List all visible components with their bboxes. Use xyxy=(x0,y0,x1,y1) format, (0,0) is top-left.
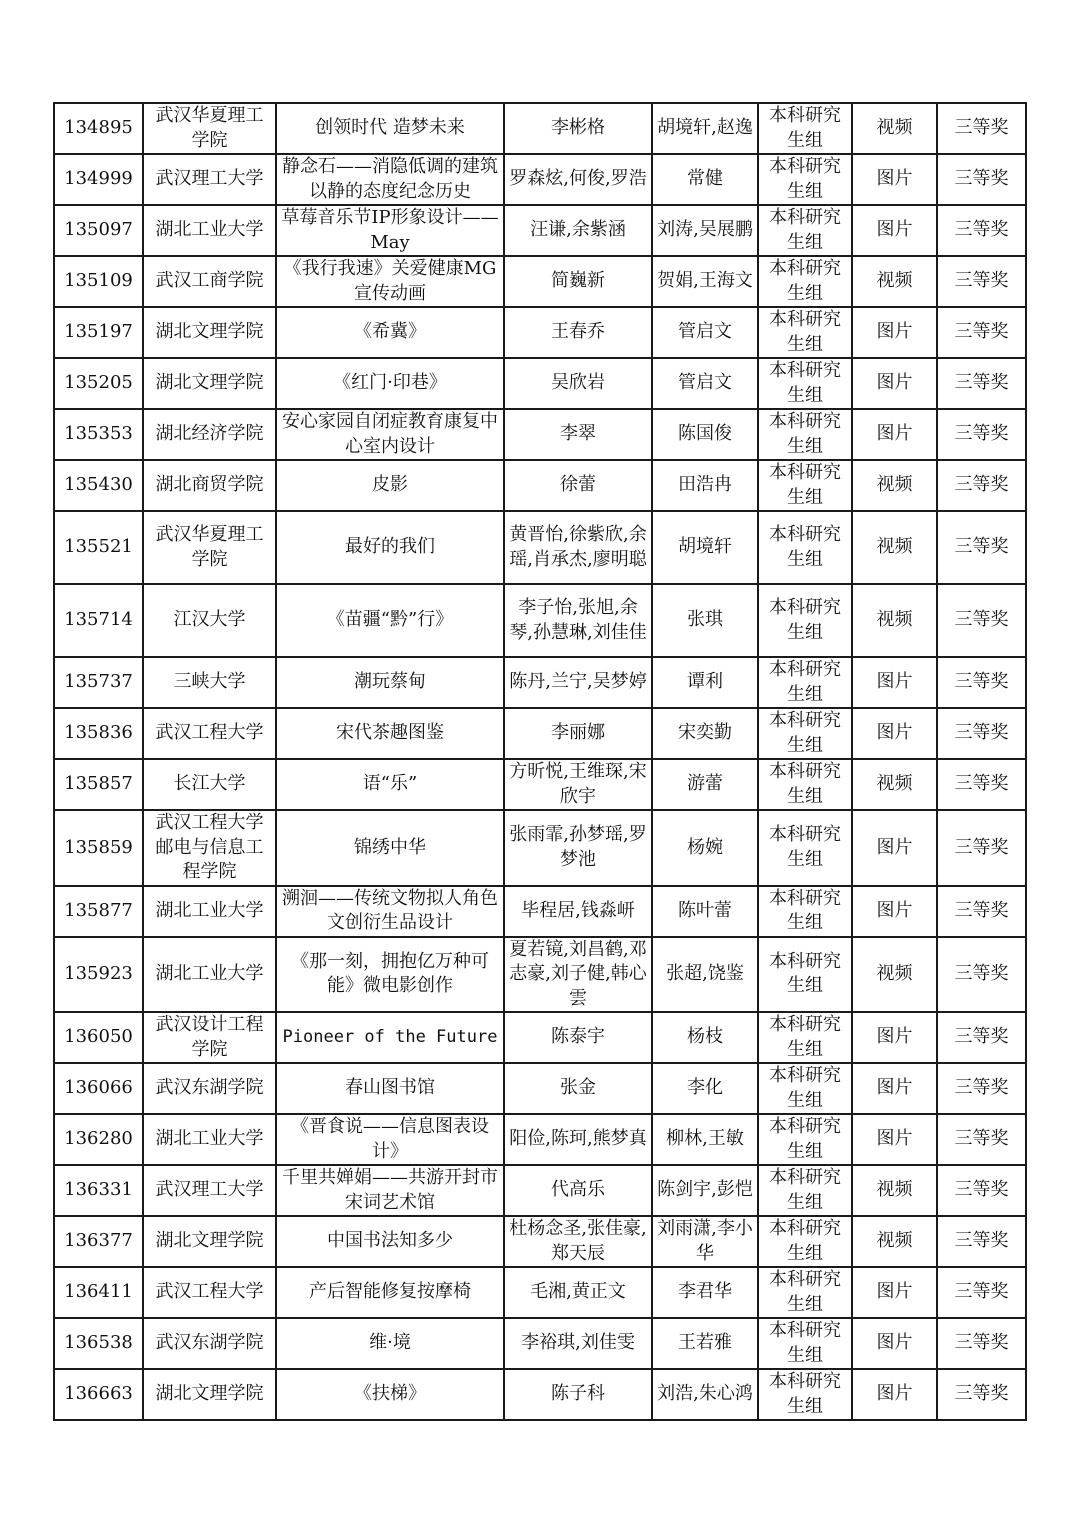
type-cell: 图片 xyxy=(852,708,937,759)
advisor-cell: 张琪 xyxy=(652,584,758,657)
group-cell: 本科研究生组 xyxy=(758,307,852,358)
table-row xyxy=(54,154,1026,205)
type-cell: 图片 xyxy=(852,886,937,937)
award-cell: 三等奖 xyxy=(937,1318,1026,1369)
table-row xyxy=(54,886,1026,937)
table-row xyxy=(54,584,1026,657)
group-cell: 本科研究生组 xyxy=(758,937,852,1013)
type-cell: 图片 xyxy=(852,1063,937,1114)
group-cell: 本科研究生组 xyxy=(758,256,852,307)
group-cell: 本科研究生组 xyxy=(758,1369,852,1420)
entry-id-cell: 135923 xyxy=(54,937,143,1013)
work-title-cell: 《那一刻，拥抱亿万种可能》微电影创作 xyxy=(276,937,504,1013)
authors-cell: 汪谦,余紫涵 xyxy=(504,205,652,256)
authors-cell: 王春乔 xyxy=(504,307,652,358)
entry-id-cell: 135877 xyxy=(54,886,143,937)
award-cell: 三等奖 xyxy=(937,1114,1026,1165)
award-cell: 三等奖 xyxy=(937,409,1026,460)
advisor-cell: 刘涛,吴展鹏 xyxy=(652,205,758,256)
work-title-cell: 锦绣中华 xyxy=(276,810,504,886)
award-cell: 三等奖 xyxy=(937,584,1026,657)
table-row xyxy=(54,256,1026,307)
school-cell: 湖北文理学院 xyxy=(143,307,276,358)
table-row xyxy=(54,1063,1026,1114)
award-cell: 三等奖 xyxy=(937,1267,1026,1318)
table-row xyxy=(54,511,1026,584)
award-cell: 三等奖 xyxy=(937,1012,1026,1063)
type-cell: 图片 xyxy=(852,409,937,460)
school-cell: 湖北工业大学 xyxy=(143,937,276,1013)
authors-cell: 杜杨念圣,张佳豪,郑天辰 xyxy=(504,1216,652,1267)
school-cell: 武汉工程大学 xyxy=(143,708,276,759)
table-row xyxy=(54,205,1026,256)
school-cell: 武汉工程大学邮电与信息工程学院 xyxy=(143,810,276,886)
work-title-cell: 皮影 xyxy=(276,460,504,511)
work-title-cell: 静念石——消隐低调的建筑以静的态度纪念历史 xyxy=(276,154,504,205)
group-cell: 本科研究生组 xyxy=(758,1267,852,1318)
entry-id-cell: 136377 xyxy=(54,1216,143,1267)
type-cell: 图片 xyxy=(852,1114,937,1165)
authors-cell: 毕程居,钱淼岍 xyxy=(504,886,652,937)
school-cell: 长江大学 xyxy=(143,759,276,810)
award-cell: 三等奖 xyxy=(937,103,1026,154)
school-cell: 武汉东湖学院 xyxy=(143,1063,276,1114)
work-title-cell: 中国书法知多少 xyxy=(276,1216,504,1267)
advisor-cell: 管启文 xyxy=(652,307,758,358)
school-cell: 湖北文理学院 xyxy=(143,358,276,409)
authors-cell: 简巍新 xyxy=(504,256,652,307)
type-cell: 视频 xyxy=(852,256,937,307)
award-cell: 三等奖 xyxy=(937,886,1026,937)
advisor-cell: 胡境轩,赵逸 xyxy=(652,103,758,154)
advisor-cell: 谭利 xyxy=(652,657,758,708)
group-cell: 本科研究生组 xyxy=(758,409,852,460)
school-cell: 湖北商贸学院 xyxy=(143,460,276,511)
authors-cell: 罗森炫,何俊,罗浩 xyxy=(504,154,652,205)
school-cell: 武汉工程大学 xyxy=(143,1267,276,1318)
authors-cell: 李子怡,张旭,余琴,孙慧琳,刘佳佳 xyxy=(504,584,652,657)
advisor-cell: 管启文 xyxy=(652,358,758,409)
award-table xyxy=(53,102,1027,1421)
entry-id-cell: 136663 xyxy=(54,1369,143,1420)
authors-cell: 李丽娜 xyxy=(504,708,652,759)
work-title-cell: 最好的我们 xyxy=(276,511,504,584)
award-cell: 三等奖 xyxy=(937,460,1026,511)
entry-id-cell: 136066 xyxy=(54,1063,143,1114)
type-cell: 图片 xyxy=(852,307,937,358)
entry-id-cell: 135857 xyxy=(54,759,143,810)
work-title-cell: 产后智能修复按摩椅 xyxy=(276,1267,504,1318)
entry-id-cell: 134895 xyxy=(54,103,143,154)
type-cell: 视频 xyxy=(852,1165,937,1216)
award-cell: 三等奖 xyxy=(937,1165,1026,1216)
award-cell: 三等奖 xyxy=(937,511,1026,584)
group-cell: 本科研究生组 xyxy=(758,205,852,256)
group-cell: 本科研究生组 xyxy=(758,708,852,759)
school-cell: 武汉理工大学 xyxy=(143,154,276,205)
authors-cell: 夏若镜,刘昌鹤,邓志豪,刘子健,韩心雲 xyxy=(504,937,652,1013)
entry-id-cell: 135430 xyxy=(54,460,143,511)
table-row xyxy=(54,460,1026,511)
authors-cell: 吴欣岩 xyxy=(504,358,652,409)
table-row xyxy=(54,409,1026,460)
entry-id-cell: 135836 xyxy=(54,708,143,759)
advisor-cell: 胡境轩 xyxy=(652,511,758,584)
table-row xyxy=(54,1369,1026,1420)
authors-cell: 毛湘,黄正文 xyxy=(504,1267,652,1318)
authors-cell: 陈丹,兰宁,吴梦婷 xyxy=(504,657,652,708)
award-cell: 三等奖 xyxy=(937,937,1026,1013)
entry-id-cell: 136538 xyxy=(54,1318,143,1369)
school-cell: 湖北工业大学 xyxy=(143,205,276,256)
award-cell: 三等奖 xyxy=(937,1063,1026,1114)
advisor-cell: 刘浩,朱心鸿 xyxy=(652,1369,758,1420)
type-cell: 视频 xyxy=(852,511,937,584)
school-cell: 江汉大学 xyxy=(143,584,276,657)
work-title-cell: 宋代茶趣图鉴 xyxy=(276,708,504,759)
school-cell: 湖北文理学院 xyxy=(143,1216,276,1267)
group-cell: 本科研究生组 xyxy=(758,759,852,810)
table-row xyxy=(54,810,1026,886)
advisor-cell: 游蕾 xyxy=(652,759,758,810)
work-title-cell: 《扶梯》 xyxy=(276,1369,504,1420)
work-title-cell: 春山图书馆 xyxy=(276,1063,504,1114)
work-title-cell: 《苗疆“黔”行》 xyxy=(276,584,504,657)
work-title-cell: 创领时代 造梦未来 xyxy=(276,103,504,154)
entry-id-cell: 136331 xyxy=(54,1165,143,1216)
school-cell: 武汉华夏理工学院 xyxy=(143,511,276,584)
award-cell: 三等奖 xyxy=(937,358,1026,409)
group-cell: 本科研究生组 xyxy=(758,511,852,584)
award-cell: 三等奖 xyxy=(937,1216,1026,1267)
award-cell: 三等奖 xyxy=(937,810,1026,886)
entry-id-cell: 135714 xyxy=(54,584,143,657)
work-title-cell: 《晋食说——信息图表设计》 xyxy=(276,1114,504,1165)
group-cell: 本科研究生组 xyxy=(758,1165,852,1216)
advisor-cell: 王若雅 xyxy=(652,1318,758,1369)
authors-cell: 黄晋怡,徐紫欣,余瑶,肖承杰,廖明聪 xyxy=(504,511,652,584)
table-row xyxy=(54,1267,1026,1318)
table-row xyxy=(54,1012,1026,1063)
work-title-cell: Pioneer of the Future xyxy=(276,1012,504,1063)
entry-id-cell: 135097 xyxy=(54,205,143,256)
table-row xyxy=(54,1165,1026,1216)
advisor-cell: 杨婉 xyxy=(652,810,758,886)
advisor-cell: 刘雨潇,李小华 xyxy=(652,1216,758,1267)
table-row xyxy=(54,358,1026,409)
work-title-cell: 维·境 xyxy=(276,1318,504,1369)
school-cell: 武汉工商学院 xyxy=(143,256,276,307)
type-cell: 视频 xyxy=(852,103,937,154)
entry-id-cell: 135353 xyxy=(54,409,143,460)
group-cell: 本科研究生组 xyxy=(758,810,852,886)
entry-id-cell: 135737 xyxy=(54,657,143,708)
advisor-cell: 李化 xyxy=(652,1063,758,1114)
advisor-cell: 田浩冉 xyxy=(652,460,758,511)
entry-id-cell: 134999 xyxy=(54,154,143,205)
type-cell: 图片 xyxy=(852,1012,937,1063)
school-cell: 武汉东湖学院 xyxy=(143,1318,276,1369)
award-cell: 三等奖 xyxy=(937,205,1026,256)
table-body xyxy=(54,103,1026,1420)
group-cell: 本科研究生组 xyxy=(758,460,852,511)
type-cell: 图片 xyxy=(852,1318,937,1369)
group-cell: 本科研究生组 xyxy=(758,358,852,409)
authors-cell: 陈泰宇 xyxy=(504,1012,652,1063)
group-cell: 本科研究生组 xyxy=(758,886,852,937)
table-row xyxy=(54,103,1026,154)
work-title-cell: 安心家园自闭症教育康复中心室内设计 xyxy=(276,409,504,460)
table-row xyxy=(54,1318,1026,1369)
authors-cell: 张金 xyxy=(504,1063,652,1114)
authors-cell: 方昕悦,王维琛,宋欣宇 xyxy=(504,759,652,810)
type-cell: 视频 xyxy=(852,584,937,657)
group-cell: 本科研究生组 xyxy=(758,1012,852,1063)
award-cell: 三等奖 xyxy=(937,154,1026,205)
award-cell: 三等奖 xyxy=(937,657,1026,708)
entry-id-cell: 135521 xyxy=(54,511,143,584)
type-cell: 图片 xyxy=(852,1267,937,1318)
type-cell: 视频 xyxy=(852,937,937,1013)
award-cell: 三等奖 xyxy=(937,1369,1026,1420)
advisor-cell: 杨枝 xyxy=(652,1012,758,1063)
type-cell: 图片 xyxy=(852,657,937,708)
advisor-cell: 贺娟,王海文 xyxy=(652,256,758,307)
school-cell: 武汉设计工程学院 xyxy=(143,1012,276,1063)
award-cell: 三等奖 xyxy=(937,708,1026,759)
group-cell: 本科研究生组 xyxy=(758,1318,852,1369)
school-cell: 三峡大学 xyxy=(143,657,276,708)
advisor-cell: 常健 xyxy=(652,154,758,205)
work-title-cell: 潮玩蔡甸 xyxy=(276,657,504,708)
table-row xyxy=(54,307,1026,358)
advisor-cell: 柳林,王敏 xyxy=(652,1114,758,1165)
school-cell: 湖北文理学院 xyxy=(143,1369,276,1420)
group-cell: 本科研究生组 xyxy=(758,103,852,154)
type-cell: 视频 xyxy=(852,460,937,511)
entry-id-cell: 136411 xyxy=(54,1267,143,1318)
table-row xyxy=(54,708,1026,759)
entry-id-cell: 136280 xyxy=(54,1114,143,1165)
entry-id-cell: 136050 xyxy=(54,1012,143,1063)
advisor-cell: 张超,饶鉴 xyxy=(652,937,758,1013)
school-cell: 湖北工业大学 xyxy=(143,1114,276,1165)
work-title-cell: 千里共婵娟——共游开封市宋词艺术馆 xyxy=(276,1165,504,1216)
advisor-cell: 李君华 xyxy=(652,1267,758,1318)
advisor-cell: 陈剑宇,彭恺 xyxy=(652,1165,758,1216)
group-cell: 本科研究生组 xyxy=(758,1216,852,1267)
authors-cell: 代高乐 xyxy=(504,1165,652,1216)
advisor-cell: 陈国俊 xyxy=(652,409,758,460)
advisor-cell: 陈叶蕾 xyxy=(652,886,758,937)
authors-cell: 阳俭,陈珂,熊梦真 xyxy=(504,1114,652,1165)
work-title-cell: 《我行我速》关爱健康MG宣传动画 xyxy=(276,256,504,307)
type-cell: 图片 xyxy=(852,1369,937,1420)
type-cell: 图片 xyxy=(852,154,937,205)
entry-id-cell: 135205 xyxy=(54,358,143,409)
group-cell: 本科研究生组 xyxy=(758,584,852,657)
work-title-cell: 语“乐” xyxy=(276,759,504,810)
award-cell: 三等奖 xyxy=(937,256,1026,307)
school-cell: 武汉华夏理工学院 xyxy=(143,103,276,154)
authors-cell: 李翠 xyxy=(504,409,652,460)
type-cell: 图片 xyxy=(852,810,937,886)
school-cell: 湖北工业大学 xyxy=(143,886,276,937)
work-title-cell: 《希冀》 xyxy=(276,307,504,358)
entry-id-cell: 135109 xyxy=(54,256,143,307)
authors-cell: 张雨霏,孙梦瑶,罗梦池 xyxy=(504,810,652,886)
authors-cell: 徐蕾 xyxy=(504,460,652,511)
authors-cell: 李裕琪,刘佳雯 xyxy=(504,1318,652,1369)
authors-cell: 李彬格 xyxy=(504,103,652,154)
type-cell: 视频 xyxy=(852,1216,937,1267)
work-title-cell: 溯洄——传统文物拟人角色文创衍生品设计 xyxy=(276,886,504,937)
work-title-cell: 草莓音乐节IP形象设计——May xyxy=(276,205,504,256)
table-row xyxy=(54,759,1026,810)
group-cell: 本科研究生组 xyxy=(758,1063,852,1114)
group-cell: 本科研究生组 xyxy=(758,1114,852,1165)
entry-id-cell: 135859 xyxy=(54,810,143,886)
school-cell: 武汉理工大学 xyxy=(143,1165,276,1216)
group-cell: 本科研究生组 xyxy=(758,154,852,205)
table-row xyxy=(54,657,1026,708)
table-row xyxy=(54,1216,1026,1267)
award-cell: 三等奖 xyxy=(937,759,1026,810)
type-cell: 图片 xyxy=(852,358,937,409)
award-cell: 三等奖 xyxy=(937,307,1026,358)
type-cell: 图片 xyxy=(852,205,937,256)
work-title-cell: 《红门·印巷》 xyxy=(276,358,504,409)
school-cell: 湖北经济学院 xyxy=(143,409,276,460)
table-row xyxy=(54,1114,1026,1165)
authors-cell: 陈子科 xyxy=(504,1369,652,1420)
entry-id-cell: 135197 xyxy=(54,307,143,358)
type-cell: 视频 xyxy=(852,759,937,810)
table-row xyxy=(54,937,1026,1013)
group-cell: 本科研究生组 xyxy=(758,657,852,708)
advisor-cell: 宋奕勤 xyxy=(652,708,758,759)
